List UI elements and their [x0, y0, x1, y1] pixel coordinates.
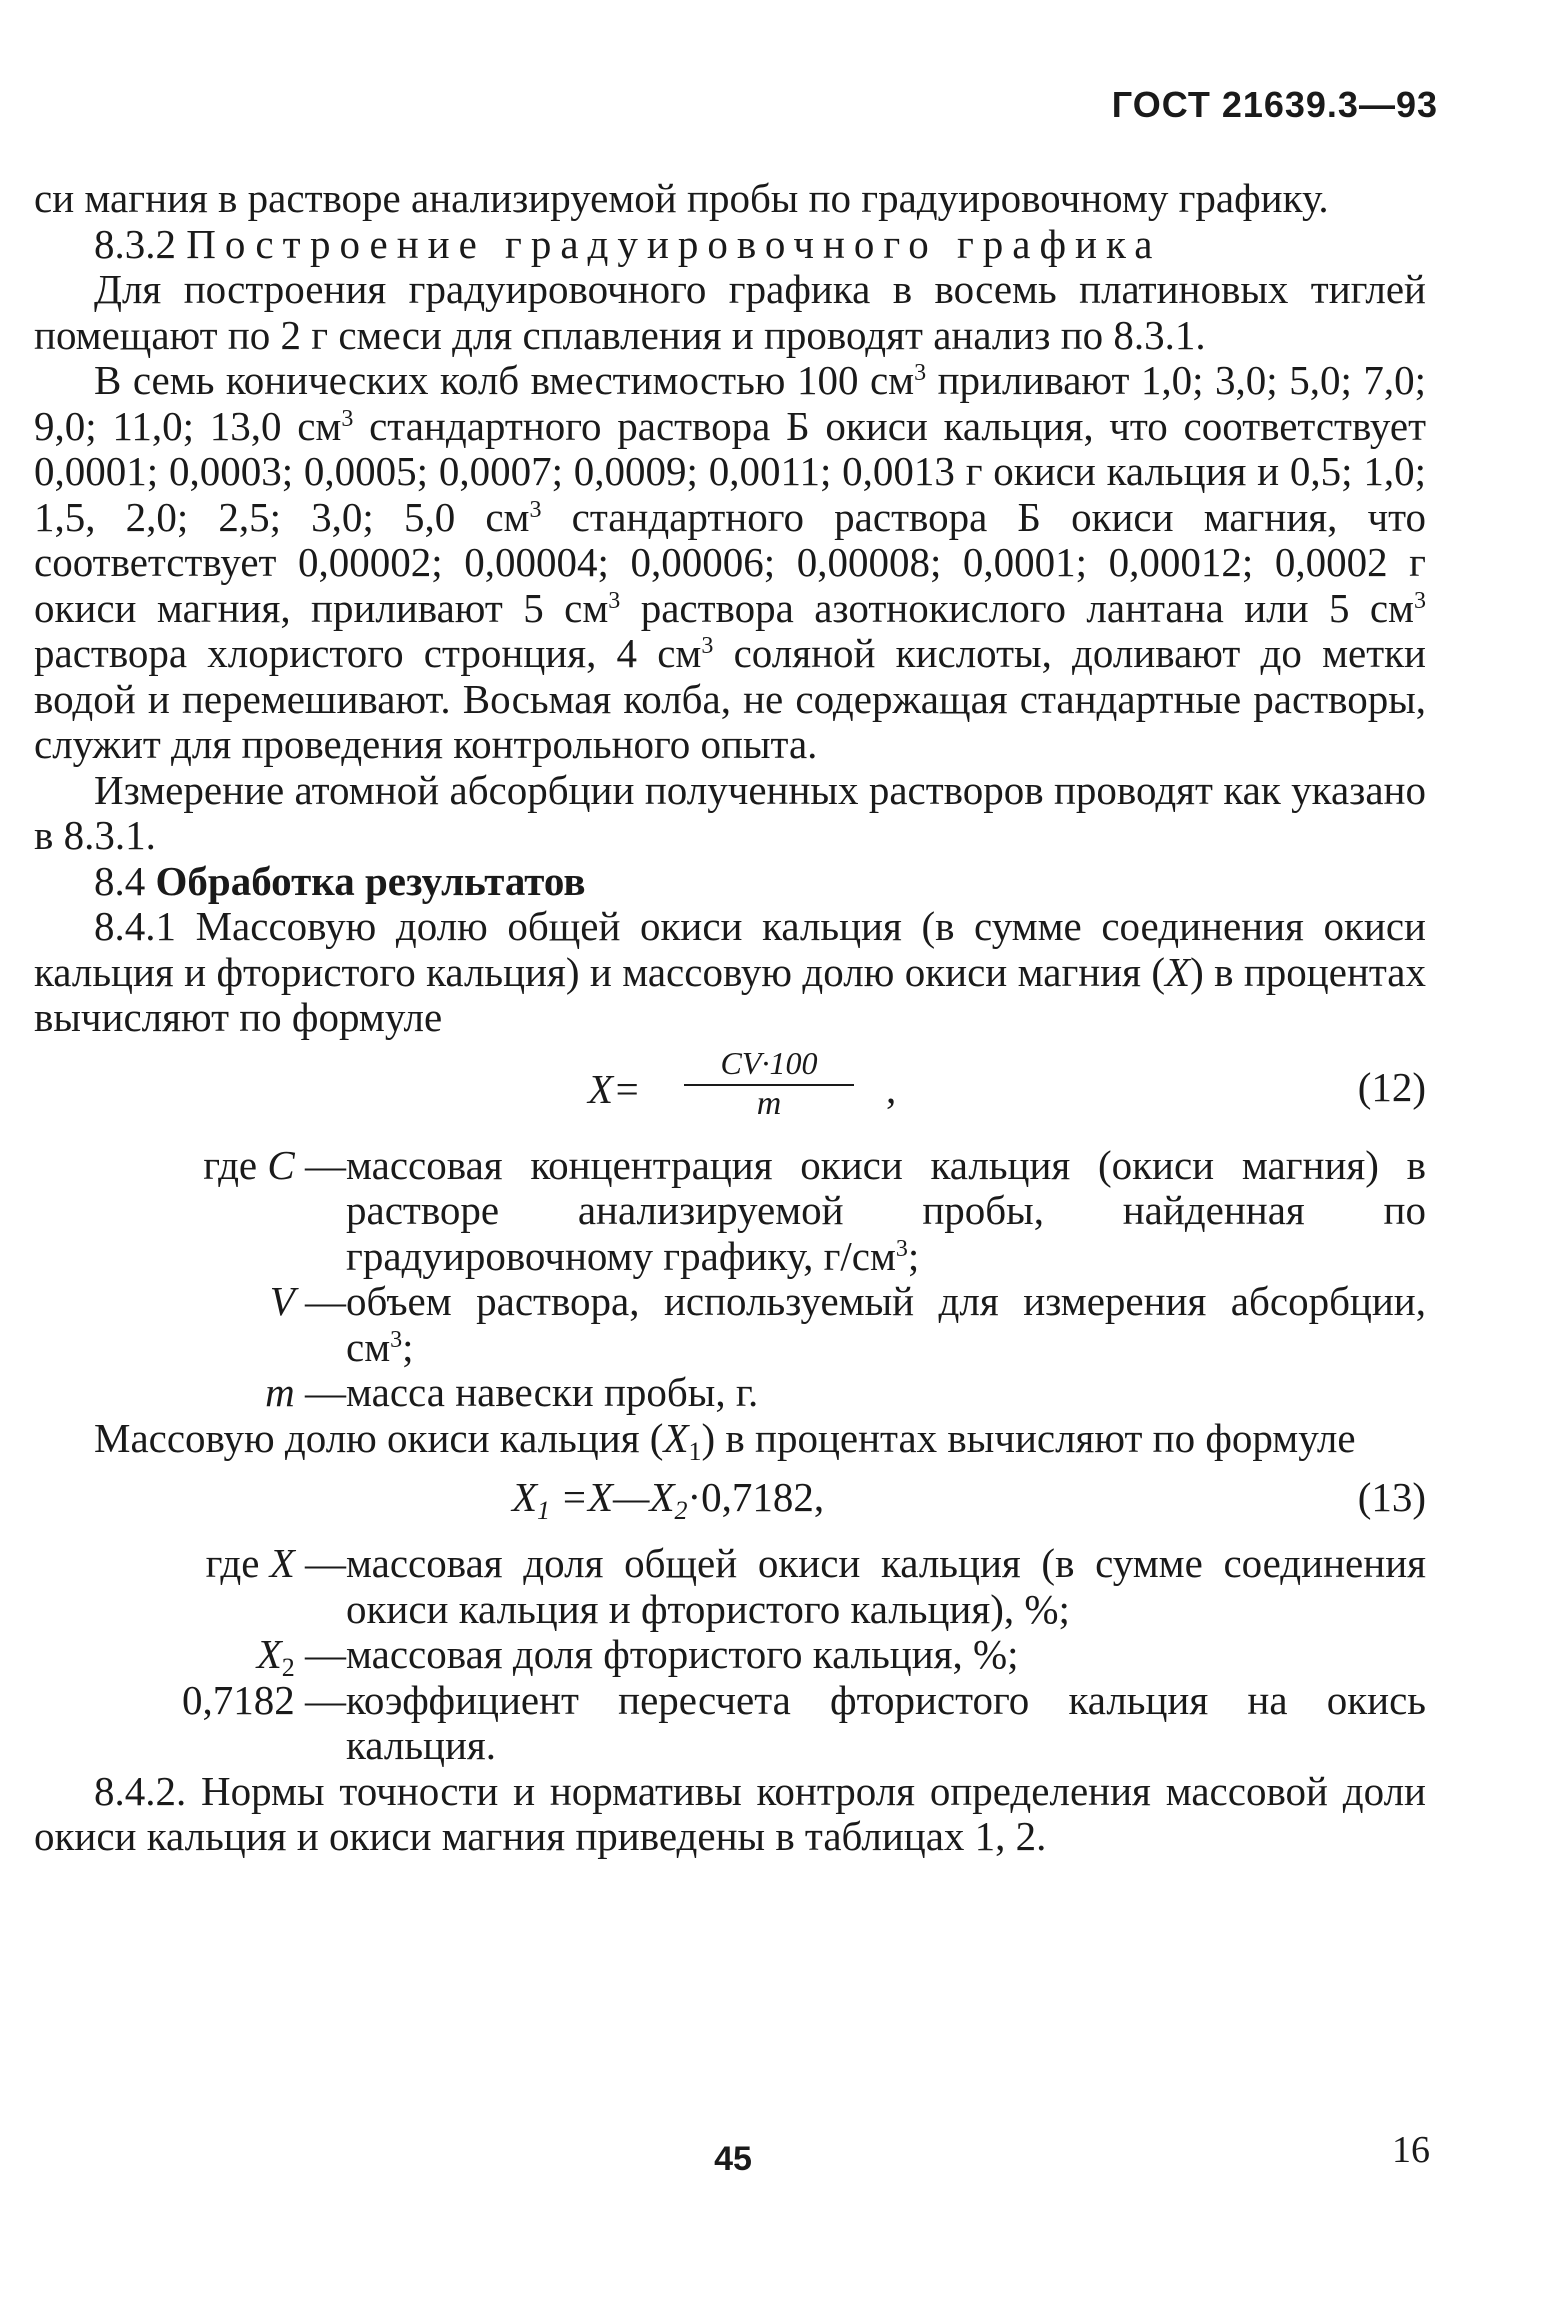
sheet-number: 16 [1392, 2129, 1430, 2171]
definition-x2: $X_2$ — массовая доля фтористого кальция, %; [256, 1631, 1019, 1682]
definitions-13 [34, 1541, 1426, 1769]
definitions-12 [34, 1143, 1426, 1416]
section-8-4-heading [34, 859, 1426, 905]
section-title: Построение градуировочного графика [186, 220, 1162, 267]
definition-x: где X — массовая доля общей окиси кальция (в сумме соединения окиси кальция и фтористого кальция), %; [205, 1540, 1426, 1632]
formula-comma: , [886, 1065, 897, 1112]
formula-expression: $X_1$ $=X—X_2\cdot 0,7182$, [512, 1474, 825, 1525]
page-number: 45 [714, 2140, 752, 2178]
page-body [34, 176, 1426, 1860]
definition-m: m — масса навески пробы, г. [265, 1369, 759, 1415]
document-header: ГОСТ 21639.3—93 [1111, 84, 1438, 125]
formula-number: (13) [1357, 1474, 1426, 1520]
formula-12 [34, 1044, 1426, 1141]
paragraph-8-4-2: 8.4.2. Нормы точности и нормативы контроля определения массовой доли окиси кальция и окиси магния приведены в таблицах 1, 2. [34, 1767, 1426, 1859]
paragraph-8-4-1: 8.4.1 Массовую долю общей окиси кальция (в сумме соединения окиси кальция и фтористого кальция) и массовую долю окиси магния (X) в процентах вычисляют по формуле [34, 903, 1426, 1040]
definition-c: где C — массовая концентрация окиси кальция (окиси магния) в растворе анализируемой пробы, найденная по градуировочному графику, $г/см^3$; [203, 1141, 1426, 1279]
definition-v: V — объем раствора, используемый для измерения абсорбции, $см^3$; [269, 1278, 1426, 1370]
formula-fraction [684, 1045, 854, 1122]
section-number: 8.3.2 [94, 220, 176, 267]
paragraph-x1: Массовую долю окиси кальция $(X_1)$ в процентах вычисляют по формуле [94, 1414, 1356, 1466]
build-paragraph-2: В семь конических колб вместимостью 100 $см^3$ приливают 1,0; 3,0; 5,0; 7,0; 9,0; 11,0; 13,0 $см^3$ стандартного раствора Б окиси кальция, что соответствует 0,0001; 0,0003; 0,0005; 0,0007; 0,0009; 0,0011; 0,0013 г окиси кальция и 0,5; 1,0; 1,5, 2,0; 2,5; 3,0; 5,0 $см^3$ стандартного раствора Б окиси магния, что соответствует 0,00002; 0,00004; 0,00006; 0,00008; 0,0001; 0,00012; 0,0002 г окиси магния, приливают 5 $см^3$ раствора азотнокислого лантана или 5 $см^3$ раствора хлористого стронция, 4 $см^3$ соляной кислоты, доливают до метки водой и перемешивают. Восьмая колба, не содержащая стандартные растворы, служит для проведения контрольного опыта. [34, 357, 1427, 767]
measurement-paragraph: Измерение атомной абсорбции полученных растворов проводят как указано в 8.3.1. [34, 766, 1426, 858]
intro-paragraph: си магния в растворе анализируемой пробы по градуировочному графику. [34, 175, 1329, 221]
formula-numerator: CV·100 [684, 1045, 854, 1086]
section-number: 8.4 [94, 857, 146, 904]
formula-13 [34, 1475, 1426, 1533]
section-8-3-2-heading [34, 222, 1426, 268]
formula-lhs: X= [588, 1065, 641, 1112]
formula-denominator: m [756, 1084, 782, 1122]
section-title: Обработка результатов [155, 857, 586, 904]
build-paragraph-1: Для построения градуировочного графика в восемь платиновых тиглей помещают по 2 г смеси для сплавления и проводят анализ по 8.3.1. [34, 266, 1426, 358]
formula-number: (12) [1357, 1063, 1426, 1110]
definition-coefficient: 0,7182 — коэффициент пересчета фтористого кальция на окись кальция. [182, 1676, 1426, 1768]
